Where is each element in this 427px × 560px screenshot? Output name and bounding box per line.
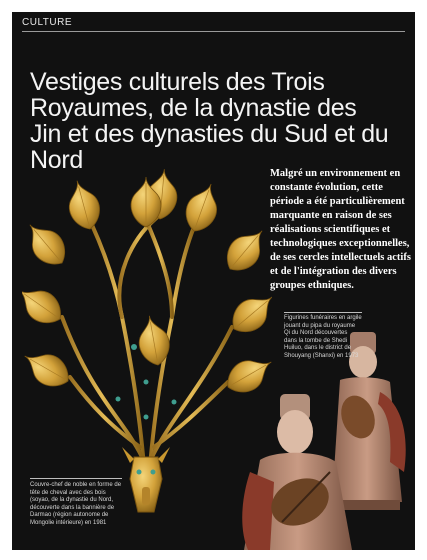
caption-divider-right: [284, 312, 362, 313]
intro-paragraph: Malgré un environnement en constante évolution, cette période a été particulièrement marquante en raison de ses réalisations scientifiques et technologiques exceptionnelles, de ses cercles intellectuels actifs et de l'intégration des divers groupes ethniques.: [270, 167, 411, 291]
article-title: Vestiges culturels des Trois Royaumes, de la dynastie des Jin et des dynasties du Sud et du Nord: [30, 67, 389, 174]
gold-headdress-photo: [22, 167, 272, 527]
section-divider: [22, 31, 405, 32]
caption-headdress: Couvre-chef de noble en forme de tête de cheval avec des bois (soyao, de la dynastie du Nord, découverte dans la bannière de Darmao (région autonome de Mongolie intérieure) en 1981: [30, 482, 122, 526]
magazine-page: [12, 12, 415, 550]
section-label: CULTURE: [22, 17, 72, 28]
caption-figurines: Figurines funéraires en argile jouant du pipa du royaume Qi du Nord découvertes dans la tombe de Shedi Huiluo, dans le district de Shouyang (Shanxi) en 1973: [284, 315, 362, 359]
caption-divider-left: [30, 478, 122, 479]
